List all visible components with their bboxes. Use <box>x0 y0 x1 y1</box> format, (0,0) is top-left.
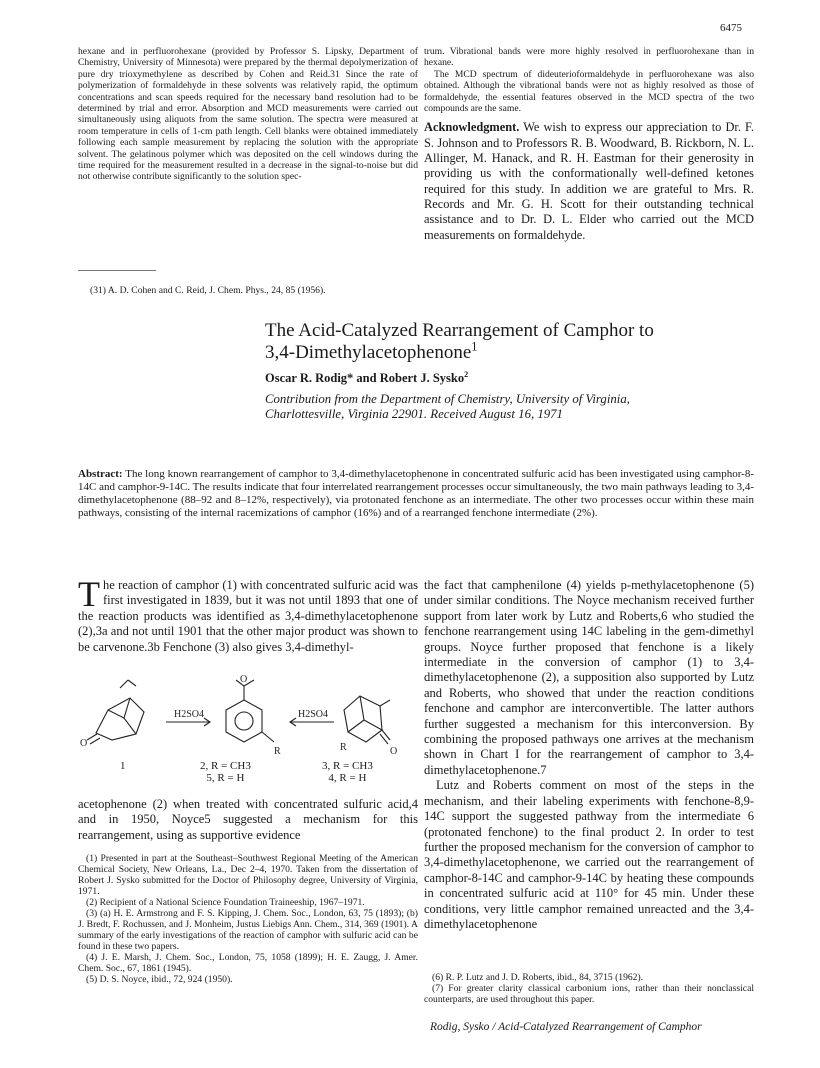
fenchone-structure <box>344 696 390 744</box>
footnotes-left <box>78 853 418 985</box>
reagent-left: H2SO4 <box>174 709 205 720</box>
reagent-right: H2SO4 <box>298 709 329 720</box>
top-right-para-1: trum. Vibrational bands were more highly resolved in perfluorohexane than in hexane. <box>424 46 754 69</box>
affiliation-line-2: Charlottesville, Virginia 22901. Received August 16, 1971 <box>265 407 563 421</box>
ack-text: We wish to express our appreciation to Dr. F. S. Johnson and to Professors R. B. Woodward, B. Rickborn, N. L. Allinger, M. Hanack, and R. H. Eastman for their generosity in providing us with the conformationally well-defined ketones required for this study. In addition we are grateful to Mrs. R. Records and Mr. G. H. Scott for their outstanding technical assistance and to Dr. D. L. Elder who carried out the MCD measurements on formaldehyde. <box>424 120 754 242</box>
footnote-7: (7) For greater clarity classical carbonium ions, rather than their nonclassical counterparts, are used throughout this paper. <box>424 983 754 1005</box>
ack-heading: Acknowledgment. <box>424 120 520 135</box>
atom-o-acetyl: O <box>240 674 248 685</box>
footnote-6: (6) R. P. Lutz and J. D. Roberts, ibid., 84, 3715 (1962). <box>432 972 644 983</box>
compound-label-3-4: 3, R = CH3 4, R = H <box>322 760 373 784</box>
footnote-3: (3) (a) H. E. Armstrong and F. S. Kipping, J. Chem. Soc., London, 63, 75 (1893); (b) J. Bredt, F. Rochussen, and J. Monheim, Justus Liebigs Ann. Chem., 314, 369 (1901). A summary of the early investigations of the reaction of camphor with sulfuric acid can be found in these two papers. <box>78 908 418 952</box>
author-names: Oscar R. Rodig* and Robert J. Sysko <box>265 371 465 385</box>
abstract-label: Abstract: <box>78 468 123 480</box>
abstract <box>78 468 754 520</box>
footnote-rule <box>78 270 156 271</box>
acetophenone-structure <box>226 680 274 742</box>
authors <box>265 371 468 386</box>
article-title <box>265 320 735 364</box>
camphor-structure <box>87 680 144 744</box>
acknowledgment <box>424 120 754 242</box>
footnotes-right <box>424 972 754 1005</box>
atom-r-aryl: R <box>274 746 281 757</box>
left-continuation: acetophenone (2) when treated with concentrated sulfuric acid,4 and in 1950, Noyce5 suggested a mechanism for this rearrangement, using as supportive evidence <box>78 797 418 842</box>
atom-o-camphor: O <box>80 738 88 749</box>
atom-o-fenchone: O <box>390 746 398 757</box>
running-footer: Rodig, Sysko / Acid-Catalyzed Rearrangement of Camphor <box>430 1021 702 1033</box>
abstract-text: The long known rearrangement of camphor to 3,4-dimethylacetophenone in concentrated sulfuric acid has been investigated using camphor-8-14C and camphor-9-14C. The results indicate that four interrelated rearrangement processes occur simultaneously, the two main pathways leading to 3,4-dimethylacetophenone (88–92 and 8–12%, respectively), via protonated fenchone as an intermediate. The other two processes occur within these main pathways, consisting of the internal racemizations of camphor (16%) and of a rearranged fenchone intermediate (2%). <box>78 468 754 519</box>
top-left-paragraph: hexane and in perfluorohexane (provided by Professor S. Lipsky, Department of Chemistry, University of Minnesota) were prepared by the thermal depolymerization of pure dry trioxymethylene as described by Cohen and Reid.31 Since the rate of polymerization of formaldehyde in these solvents was relatively rapid, the optimum concentrations and scan speeds required for the necessary band resolution had to be determined by trial and error. Absorption and MCD measurements were carried out simultaneously using aliquots from the same solution. The spectra were measured at room temperature in cells of 1-cm path length. Cell blanks were obtained immediately following each sample measurement by replacing the solution with the appropriate solvent. The gelatinous polymer which was deposited on the cell windows during the time required for the measurement resulted in a decrease in the signal-to-noise but did not otherwise contribute significantly to the solution spec- <box>78 46 418 183</box>
title-line-2: 3,4-Dimethylacetophenone <box>265 342 472 363</box>
affiliation-line-1: Contribution from the Department of Chemistry, University of Virginia, <box>265 392 630 406</box>
top-right-column <box>424 46 754 243</box>
compound-label-2-5: 2, R = CH3 5, R = H <box>200 760 251 784</box>
title-line-1: The Acid-Catalyzed Rearrangement of Camphor to <box>265 320 654 341</box>
title-footnote-mark: 1 <box>471 339 478 354</box>
top-right-para-2: The MCD spectrum of dideuterioformaldehyde in perfluorohexane was also obtained. Although the vibrational bands were not as highly resolved as those of formaldehyde, the essential features observed in the MCD spectra of the two compounds are the same. <box>424 68 754 115</box>
author-footnote-mark: 2 <box>464 369 469 379</box>
intro-text: he reaction of camphor (1) with concentrated sulfuric acid was first investigated in 1839, but it was not until 1893 that one of the reaction products was identified as 3,4-dimethylacetophenone (2),3a and not until 1901 that the other major product was shown to be carvenone.3b Fenchone (3) also gives 3,4-dimethyl- <box>78 578 418 654</box>
right-para-1: the fact that camphenilone (4) yields p-methylacetophenone (5) under similar conditions. The Noyce mechanism received further support from later work by Lutz and Roberts,6 who studied the fenchone rearrangement using 14C labeling in the gem-dimethyl groups. Noyce further proposed that fenchone is a likely intermediate in the conversion of camphor (1) to 3,4-dimethylacetophenone (2), a supposition also supported by Lutz and Roberts, who showed that under the reaction conditions fenchone and camphor are interconvertible. The latter authors further suggested a mechanism for this interconversion. By combining the proposed pathways one arrives at the mechanism shown in Chart I for the rearrangement of camphor to 3,4-dimethylacetophenone.7 <box>424 578 754 777</box>
footnote-2: (2) Recipient of a National Science Foundation Traineeship, 1967–1971. <box>86 897 365 908</box>
footnote-4: (4) J. E. Marsh, J. Chem. Soc., London, 75, 1058 (1899); H. E. Zaugg, J. Amer. Chem. Soc., 67, 1861 (1945). <box>78 952 418 974</box>
page-number: 6475 <box>720 22 742 34</box>
footnote-5: (5) D. S. Noyce, ibid., 72, 924 (1950). <box>86 974 233 985</box>
atom-r-fenchone: R <box>340 742 347 753</box>
right-column-body <box>424 578 754 932</box>
affiliation <box>265 392 630 422</box>
right-para-2: Lutz and Roberts comment on most of the steps in the mechanism, and their labeling experiments with fenchone-8,9-14C support the suggested pathway from the intermediate 6 (protonated fenchone) to the final product 2. In order to test further the proposed mechanism for the conversion of camphor to 3,4-dimethylacetophenone, we carried out the rearrangement of camphor-8-14C and camphor-9-14C by heating these compounds in concentrated sulfuric acid at 110° for 45 min. Under these conditions, very little camphor remained unreacted and the 3,4-dimethylacetophenone <box>424 778 754 931</box>
intro-paragraph <box>78 574 418 655</box>
drop-cap: T <box>78 574 100 614</box>
compound-label-1: 1 <box>120 760 126 772</box>
reference-31: (31) A. D. Cohen and C. Reid, J. Chem. Phys., 24, 85 (1956). <box>90 285 326 296</box>
footnote-1: (1) Presented in part at the Southeast–Southwest Regional Meeting of the American Chemical Society, New Orleans, La., Dec 2–4, 1970. Taken from the dissertation of Robert J. Sysko submitted for the Doctor of Philosophy degree, University of Virginia, 1971. <box>78 853 418 897</box>
